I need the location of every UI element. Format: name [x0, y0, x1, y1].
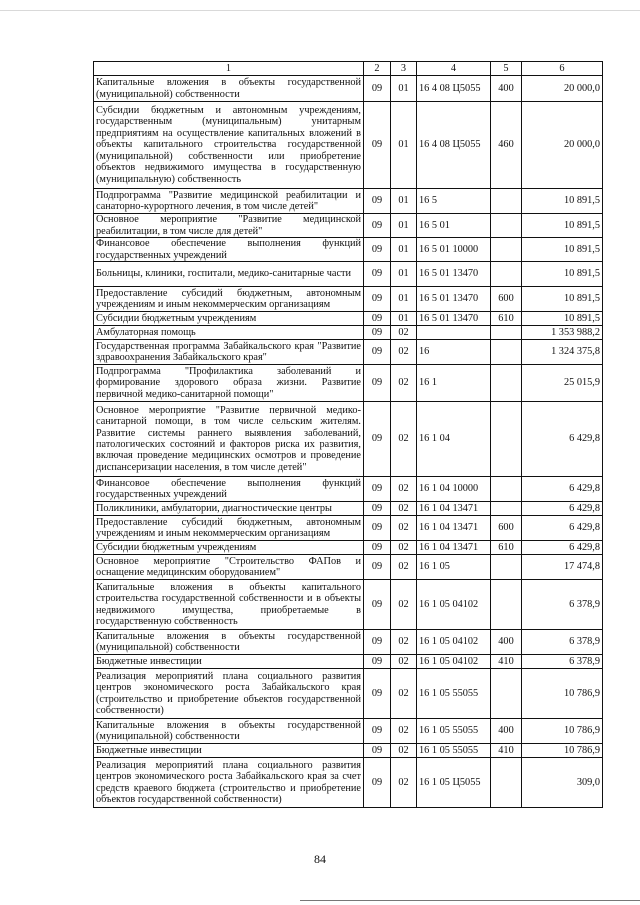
cell-expense-type — [491, 402, 522, 477]
cell-expense-type — [491, 326, 522, 340]
cell-description: Подпрограмма "Развитие медицинской реабилитации и санаторно-курортного лечения, в том числе детей" — [94, 189, 364, 214]
cell-subsection: 02 — [391, 669, 417, 719]
cell-subsection: 01 — [391, 287, 417, 312]
cell-target-article — [417, 326, 491, 340]
cell-subsection: 01 — [391, 214, 417, 238]
cell-target-article: 16 1 — [417, 365, 491, 402]
cell-section: 09 — [364, 189, 391, 214]
table-row — [94, 719, 603, 744]
cell-target-article: 16 5 01 13470 — [417, 262, 491, 287]
cell-subsection: 01 — [391, 262, 417, 287]
table-row — [94, 365, 603, 402]
table-row — [94, 326, 603, 340]
cell-expense-type: 610 — [491, 312, 522, 326]
cell-amount: 10 786,9 — [522, 744, 603, 758]
table-row — [94, 312, 603, 326]
table-row — [94, 630, 603, 655]
cell-section: 09 — [364, 262, 391, 287]
cell-amount: 17 474,8 — [522, 555, 603, 580]
bottom-rule — [300, 900, 640, 901]
cell-description: Капитальные вложения в объекты государственной (муниципальной) собственности — [94, 719, 364, 744]
cell-expense-type: 410 — [491, 655, 522, 669]
cell-subsection: 01 — [391, 312, 417, 326]
cell-description: Подпрограмма "Профилактика заболеваний и формирование здорового образа жизни. Развитие первичной медико-санитарной помощи" — [94, 365, 364, 402]
cell-amount: 6 429,8 — [522, 402, 603, 477]
cell-section: 09 — [364, 326, 391, 340]
cell-target-article: 16 1 05 04102 — [417, 630, 491, 655]
cell-target-article: 16 — [417, 340, 491, 365]
cell-section: 09 — [364, 214, 391, 238]
cell-amount: 20 000,0 — [522, 76, 603, 102]
cell-expense-type: 600 — [491, 516, 522, 541]
cell-expense-type: 400 — [491, 719, 522, 744]
cell-section: 09 — [364, 630, 391, 655]
table-row — [94, 402, 603, 477]
cell-section: 09 — [364, 580, 391, 630]
top-rule — [0, 10, 640, 11]
cell-subsection: 02 — [391, 402, 417, 477]
table-row — [94, 502, 603, 516]
cell-description: Предоставление субсидий бюджетным, автономным учреждениям и иным некоммерческим организациям — [94, 287, 364, 312]
cell-target-article: 16 4 08 Ц5055 — [417, 102, 491, 189]
cell-description: Финансовое обеспечение выполнения функций государственных учреждений — [94, 477, 364, 502]
cell-section: 09 — [364, 502, 391, 516]
column-header-target-article: 4 — [417, 62, 491, 76]
cell-description: Капитальные вложения в объекты государственной (муниципальной) собственности — [94, 76, 364, 102]
cell-subsection: 02 — [391, 630, 417, 655]
table-row — [94, 541, 603, 555]
cell-subsection: 02 — [391, 541, 417, 555]
table-row — [94, 189, 603, 214]
cell-expense-type: 400 — [491, 76, 522, 102]
cell-expense-type — [491, 262, 522, 287]
cell-description: Основное мероприятие "Строительство ФАПов и оснащение медицинским оборудованием" — [94, 555, 364, 580]
cell-amount: 10 786,9 — [522, 719, 603, 744]
table-row — [94, 340, 603, 365]
table-row — [94, 287, 603, 312]
cell-expense-type — [491, 502, 522, 516]
column-header-expense-type: 5 — [491, 62, 522, 76]
cell-expense-type — [491, 477, 522, 502]
cell-target-article: 16 1 05 04102 — [417, 580, 491, 630]
cell-subsection: 01 — [391, 238, 417, 262]
cell-amount: 6 429,8 — [522, 516, 603, 541]
cell-amount: 10 891,5 — [522, 262, 603, 287]
cell-target-article: 16 1 04 13471 — [417, 502, 491, 516]
cell-description: Бюджетные инвестиции — [94, 744, 364, 758]
cell-description: Основное мероприятие "Развитие медицинской реабилитации, в том числе для детей" — [94, 214, 364, 238]
table-row — [94, 655, 603, 669]
cell-target-article: 16 4 08 Ц5055 — [417, 76, 491, 102]
cell-section: 09 — [364, 76, 391, 102]
cell-subsection: 02 — [391, 502, 417, 516]
table-header-row — [94, 62, 603, 76]
cell-amount: 10 891,5 — [522, 312, 603, 326]
column-header-section: 2 — [364, 62, 391, 76]
cell-section: 09 — [364, 477, 391, 502]
cell-subsection: 02 — [391, 555, 417, 580]
cell-target-article: 16 5 01 10000 — [417, 238, 491, 262]
cell-subsection: 02 — [391, 758, 417, 808]
cell-section: 09 — [364, 758, 391, 808]
cell-target-article: 16 1 04 — [417, 402, 491, 477]
cell-expense-type: 400 — [491, 630, 522, 655]
cell-target-article: 16 1 05 Ц5055 — [417, 758, 491, 808]
cell-amount: 10 891,5 — [522, 287, 603, 312]
cell-section: 09 — [364, 312, 391, 326]
cell-amount: 6 429,8 — [522, 502, 603, 516]
cell-expense-type: 410 — [491, 744, 522, 758]
cell-description: Государственная программа Забайкальского края "Развитие здравоохранения Забайкальского края" — [94, 340, 364, 365]
cell-description: Капитальные вложения в объекты государственной (муниципальной) собственности — [94, 630, 364, 655]
cell-section: 09 — [364, 287, 391, 312]
table-row — [94, 238, 603, 262]
table-row — [94, 214, 603, 238]
cell-target-article: 16 5 — [417, 189, 491, 214]
cell-subsection: 02 — [391, 340, 417, 365]
cell-expense-type — [491, 189, 522, 214]
cell-expense-type: 610 — [491, 541, 522, 555]
cell-section: 09 — [364, 669, 391, 719]
table-row — [94, 669, 603, 719]
cell-target-article: 16 1 05 — [417, 555, 491, 580]
cell-amount: 1 353 988,2 — [522, 326, 603, 340]
table-row — [94, 555, 603, 580]
budget-table — [93, 61, 603, 808]
cell-subsection: 02 — [391, 477, 417, 502]
cell-amount: 10 891,5 — [522, 214, 603, 238]
cell-description: Капитальные вложения в объекты капитального строительства государственной собственности и в объекты недвижимого имущества, приобретаемые в государственную собственность — [94, 580, 364, 630]
cell-description: Субсидии бюджетным учреждениям — [94, 541, 364, 555]
cell-amount: 20 000,0 — [522, 102, 603, 189]
cell-expense-type — [491, 555, 522, 580]
cell-target-article: 16 5 01 13470 — [417, 287, 491, 312]
cell-target-article: 16 1 05 55055 — [417, 669, 491, 719]
cell-amount: 10 891,5 — [522, 238, 603, 262]
cell-description: Амбулаторная помощь — [94, 326, 364, 340]
cell-expense-type: 600 — [491, 287, 522, 312]
cell-amount: 6 429,8 — [522, 541, 603, 555]
table-row — [94, 477, 603, 502]
cell-target-article: 16 1 04 10000 — [417, 477, 491, 502]
cell-expense-type — [491, 238, 522, 262]
cell-section: 09 — [364, 555, 391, 580]
table-row — [94, 580, 603, 630]
cell-amount: 25 015,9 — [522, 365, 603, 402]
column-header-amount: 6 — [522, 62, 603, 76]
cell-expense-type — [491, 669, 522, 719]
cell-subsection: 01 — [391, 189, 417, 214]
cell-subsection: 02 — [391, 744, 417, 758]
cell-amount: 309,0 — [522, 758, 603, 808]
cell-description: Реализация мероприятий плана социального развития центров экономического роста Забайкальского края за счет средств краевого бюджета (строительство и приобретение объектов государственной собственности) — [94, 758, 364, 808]
cell-description: Больницы, клиники, госпитали, медико-санитарные части — [94, 262, 364, 287]
cell-expense-type: 460 — [491, 102, 522, 189]
cell-amount: 10 786,9 — [522, 669, 603, 719]
cell-subsection: 01 — [391, 76, 417, 102]
cell-subsection: 01 — [391, 102, 417, 189]
cell-subsection: 02 — [391, 655, 417, 669]
table-row — [94, 744, 603, 758]
cell-amount: 6 378,9 — [522, 580, 603, 630]
cell-section: 09 — [364, 516, 391, 541]
cell-expense-type — [491, 340, 522, 365]
table-row — [94, 516, 603, 541]
cell-section: 09 — [364, 744, 391, 758]
cell-description: Субсидии бюджетным учреждениям — [94, 312, 364, 326]
cell-section: 09 — [364, 655, 391, 669]
cell-amount: 6 378,9 — [522, 655, 603, 669]
cell-description: Субсидии бюджетным и автономным учреждениям, государственным (муниципальным) унитарным предприятиям на осуществление капитальных вложений в объекты капитального строительства государственной (муниципальной) собственности или приобретение объектов недвижимого имущества в государственную (муниципальную) собственность — [94, 102, 364, 189]
cell-target-article: 16 5 01 — [417, 214, 491, 238]
cell-subsection: 02 — [391, 580, 417, 630]
cell-amount: 10 891,5 — [522, 189, 603, 214]
page-number: 84 — [314, 852, 326, 866]
cell-amount: 6 429,8 — [522, 477, 603, 502]
cell-description: Основное мероприятие "Развитие первичной медико-санитарной помощи, в том числе сельским жителям. Развитие системы раннего выявления заболеваний, патологических состояний и факторов риска их развития, включая проведение медицинских осмотров и проведение диспансеризации населения, в том числе детей" — [94, 402, 364, 477]
cell-target-article: 16 5 01 13470 — [417, 312, 491, 326]
cell-target-article: 16 1 04 13471 — [417, 516, 491, 541]
cell-expense-type — [491, 214, 522, 238]
cell-target-article: 16 1 05 55055 — [417, 744, 491, 758]
table-row — [94, 76, 603, 102]
table-body — [94, 76, 603, 808]
cell-description: Поликлиники, амбулатории, диагностические центры — [94, 502, 364, 516]
cell-section: 09 — [364, 102, 391, 189]
cell-description: Бюджетные инвестиции — [94, 655, 364, 669]
cell-subsection: 02 — [391, 516, 417, 541]
cell-description: Реализация мероприятий плана социального развития центров экономического роста Забайкальского края (строительство и приобретение объектов государственной собственности) — [94, 669, 364, 719]
table-row — [94, 102, 603, 189]
cell-expense-type — [491, 580, 522, 630]
cell-target-article: 16 1 05 04102 — [417, 655, 491, 669]
cell-section: 09 — [364, 365, 391, 402]
cell-section: 09 — [364, 719, 391, 744]
column-header-subsection: 3 — [391, 62, 417, 76]
column-header-description: 1 — [94, 62, 364, 76]
cell-section: 09 — [364, 340, 391, 365]
cell-subsection: 02 — [391, 365, 417, 402]
cell-target-article: 16 1 05 55055 — [417, 719, 491, 744]
cell-section: 09 — [364, 238, 391, 262]
cell-target-article: 16 1 04 13471 — [417, 541, 491, 555]
table-row — [94, 262, 603, 287]
cell-description: Предоставление субсидий бюджетным, автономным учреждениям и иным некоммерческим организациям — [94, 516, 364, 541]
cell-section: 09 — [364, 402, 391, 477]
cell-amount: 6 378,9 — [522, 630, 603, 655]
cell-expense-type — [491, 758, 522, 808]
cell-section: 09 — [364, 541, 391, 555]
table-row — [94, 758, 603, 808]
cell-description: Финансовое обеспечение выполнения функций государственных учреждений — [94, 238, 364, 262]
cell-subsection: 02 — [391, 719, 417, 744]
cell-expense-type — [491, 365, 522, 402]
cell-amount: 1 324 375,8 — [522, 340, 603, 365]
cell-subsection: 02 — [391, 326, 417, 340]
